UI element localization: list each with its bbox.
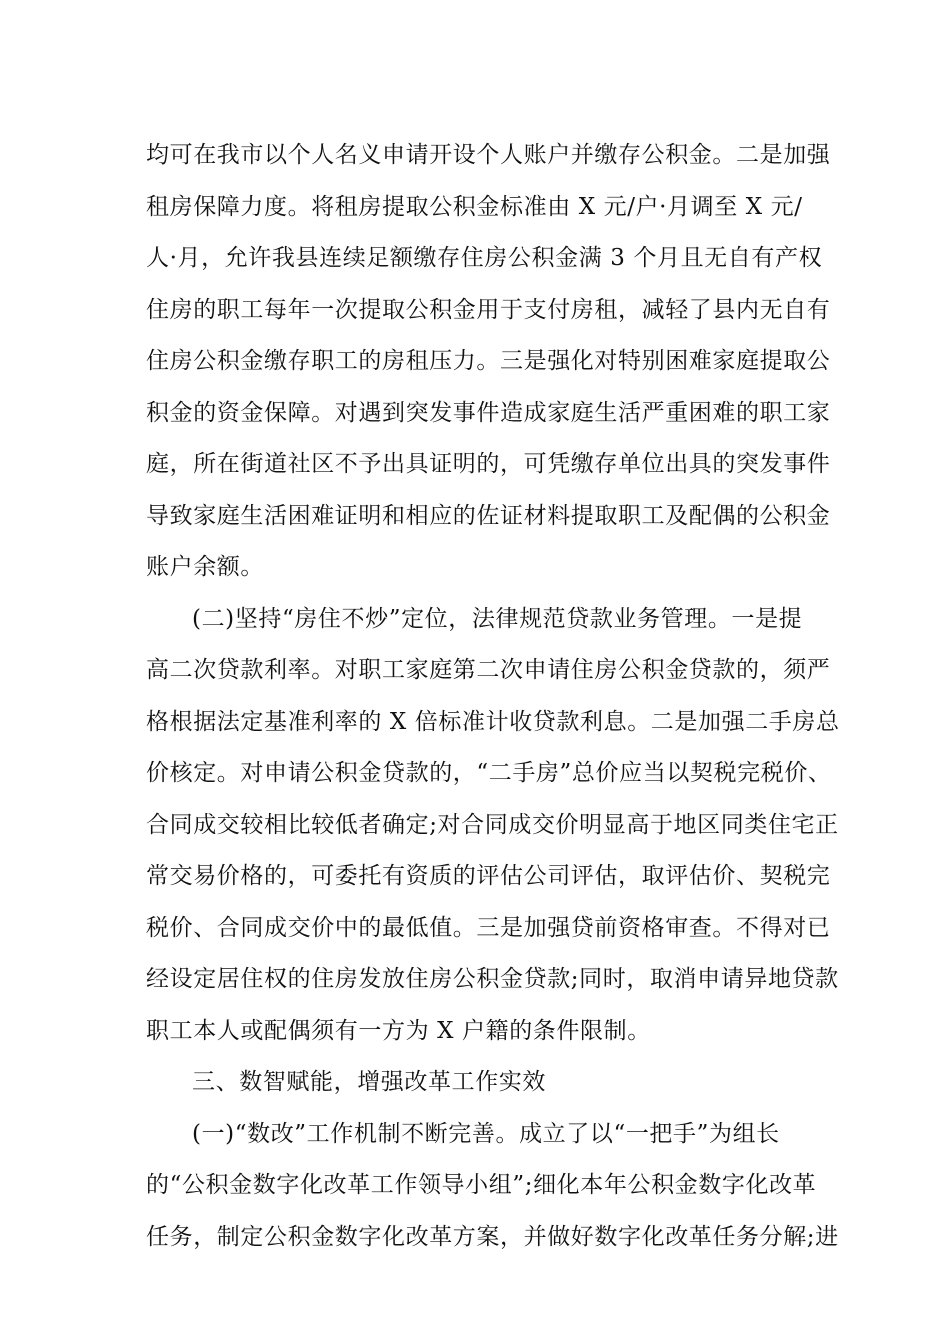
text-line: 格根据法定基准利率的 X 倍标准计收贷款利息。二是加强二手房总 — [146, 708, 840, 735]
text-line: 租房保障力度。将租房提取公积金标准由 X 元/户·月调至 X 元/ — [146, 193, 803, 220]
text-line: 的“公积金数字化改革工作领导小组”;细化本年公积金数字化改革 — [146, 1172, 817, 1198]
text-line: 账户余额。 — [146, 554, 264, 580]
text-line: 住房公积金缴存职工的房租压力。三是强化对特别困难家庭提取公 — [146, 348, 831, 374]
text-line: 导致家庭生活困难证明和相应的佐证材料提取职工及配偶的公积金 — [146, 502, 831, 529]
text-line: 合同成交较相比较低者确定;对合同成交价明显高于地区同类住宅正 — [146, 811, 839, 838]
text-line: 高二次贷款利率。对职工家庭第二次申请住房公积金贷款的，须严 — [146, 657, 831, 683]
text-line: 住房的职工每年一次提取公积金用于支付房租，减轻了县内无自有 — [146, 296, 831, 323]
text-line: 税价、合同成交价中的最低值。三是加强贷前资格审查。不得对已 — [146, 914, 831, 941]
text-line: 积金的资金保障。对遇到突发事件造成家庭生活严重困难的职工家 — [146, 399, 831, 426]
text-line: 常交易价格的，可委托有资质的评估公司评估，取评估价、契税完 — [146, 863, 831, 889]
paragraph-start-line: (一)“数改”工作机制不断完善。成立了以“一把手”为组长 — [192, 1120, 780, 1147]
text-line: 任务，制定公积金数字化改革方案，并做好数字化改革任务分解;进 — [146, 1223, 839, 1250]
document-body — [146, 130, 840, 1263]
text-line: 价核定。对申请公积金贷款的，“二手房”总价应当以契税完税价、 — [146, 760, 832, 786]
text-line: 庭，所在街道社区不予出具证明的，可凭缴存单位出具的突发事件 — [146, 451, 831, 477]
section-heading: 三、数智赋能，增强改革工作实效 — [192, 1069, 546, 1095]
text-line: 经设定居住权的住房发放住房公积金贷款;同时，取消申请异地贷款 — [146, 966, 839, 992]
text-line: 职工本人或配偶须有一方为 X 户籍的条件限制。 — [146, 1017, 651, 1044]
paragraph-start-line: (二)坚持“房住不炒”定位，法律规范贷款业务管理。一是提 — [192, 605, 803, 632]
text-line: 均可在我市以个人名义申请开设个人账户并缴存公积金。二是加强 — [146, 142, 831, 168]
text-line: 人·月，允许我县连续足额缴存住房公积金满 3 个月且无自有产权 — [146, 245, 823, 271]
